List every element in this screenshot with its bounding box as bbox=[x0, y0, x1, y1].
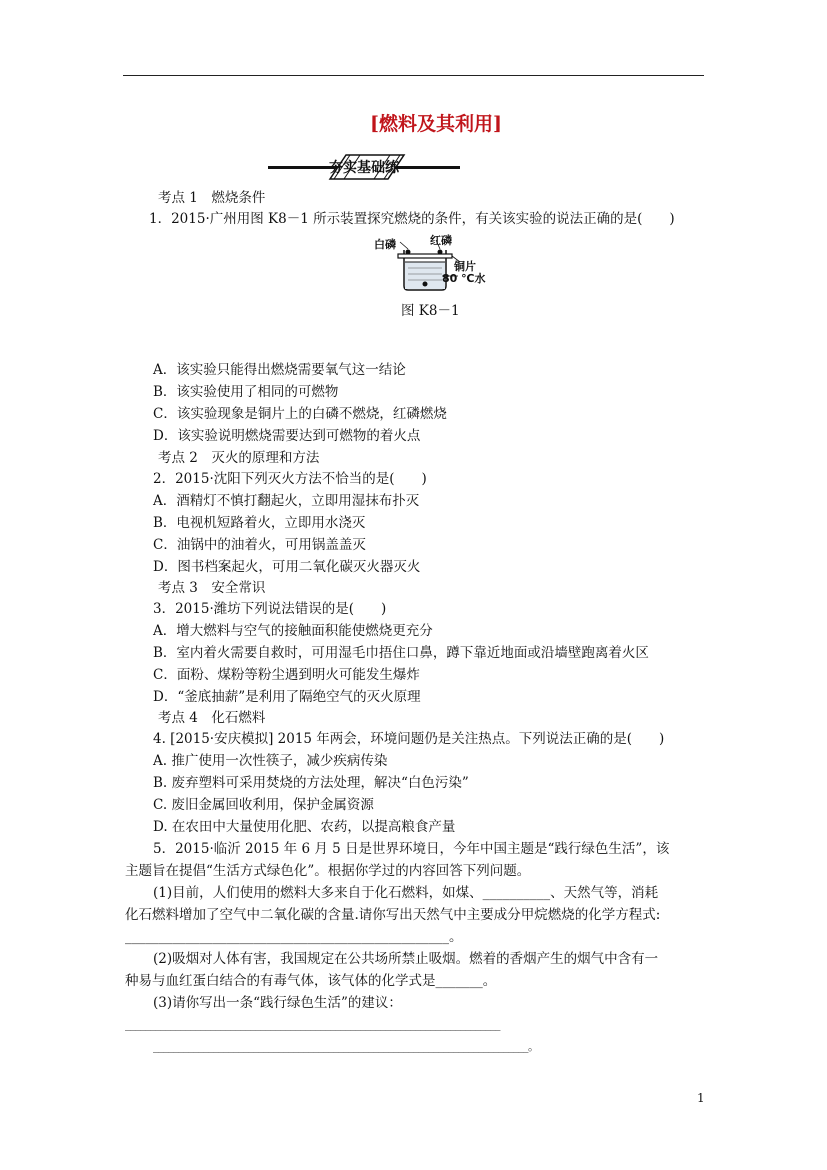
q5-stem-line-1: 5．2015·临沂 2015 年 6 月 5 日是世界环境日，今年中国主题是“践行绿色生活”，该 bbox=[153, 841, 670, 857]
section-heading-2: 考点 2 灭火的原理和方法 bbox=[158, 450, 320, 466]
q1-option-c: C．该实验现象是铜片上的白磷不燃烧，红磷燃烧 bbox=[153, 406, 447, 422]
figure-k8-1 bbox=[370, 232, 500, 292]
q4-option-a: A. 推广使用一次性筷子，减少疾病传染 bbox=[153, 753, 388, 769]
banner-label: 夯实基础练 bbox=[329, 160, 399, 176]
document-title: [燃料及其利用] bbox=[370, 113, 502, 135]
label-copper-sheet: 铜片 bbox=[454, 260, 476, 273]
q5-part3-answer-blank-1: ___________________________________________________________________________ bbox=[125, 1018, 500, 1031]
q5-part2-line-1: (2)吸烟对人体有害，我国规定在公共场所禁止吸烟。燃着的香烟产生的烟气中含有一 bbox=[153, 951, 659, 967]
q3-option-d: D．“釜底抽薪”是利用了隔绝空气的灭火原理 bbox=[153, 689, 421, 705]
label-white-phosphorus: 白磷 bbox=[374, 238, 396, 251]
q5-part2-line-2: 种易与血红蛋白结合的有毒气体，该气体的化学式是_______。 bbox=[125, 973, 497, 989]
q3-option-b: B．室内着火需要自救时，可用湿毛巾捂住口鼻，蹲下靠近地面或沿墙壁跑离着火区 bbox=[153, 645, 649, 661]
q2-option-c: C．油锅中的油着火，可用锅盖盖灭 bbox=[153, 537, 366, 553]
q3-option-c: C．面粉、煤粉等粉尘遇到明火可能发生爆炸 bbox=[153, 667, 420, 683]
section-heading-4: 考点 4 化石燃料 bbox=[158, 710, 266, 726]
q2-option-b: B．电视机短路着火，立即用水浇灭 bbox=[153, 515, 366, 531]
q1-option-a: A．该实验只能得出燃烧需要氧气这一结论 bbox=[153, 362, 406, 378]
q4-option-c: C. 废旧金属回收利用，保护金属资源 bbox=[153, 797, 374, 813]
header-rule bbox=[123, 75, 704, 76]
label-hot-water: 80 ℃水 bbox=[442, 272, 486, 285]
q4-stem: 4. [2015·安庆模拟] 2015 年两会，环境问题仍是关注热点。下列说法正确的是( ) bbox=[153, 731, 665, 747]
q5-part3-answer-blank-2: ___________________________________________________________________________。 bbox=[153, 1040, 539, 1053]
q5-stem-line-2: 主题旨在提倡“生活方式绿色化”。根据你学过的内容回答下列问题。 bbox=[125, 863, 531, 879]
q1-option-b: B．该实验使用了相同的可燃物 bbox=[153, 384, 339, 400]
q4-option-b: B. 废弃塑料可采用焚烧的方法处理，解决“白色污染” bbox=[153, 775, 469, 791]
section-heading-3: 考点 3 安全常识 bbox=[158, 580, 266, 596]
q5-part1-line-2: 化石燃料增加了空气中二氧化碳的含量.请你写出天然气中主要成分甲烷燃烧的化学方程式: bbox=[125, 907, 661, 923]
q2-option-d: D．图书档案起火，可用二氧化碳灭火器灭火 bbox=[153, 559, 421, 575]
q5-part1-line-1: (1)目前，人们使用的燃料大多来自于化石燃料，如煤、__________、天然气等，消耗 bbox=[153, 885, 659, 901]
section-banner bbox=[268, 152, 460, 182]
section-heading-1: 考点 1 燃烧条件 bbox=[158, 190, 266, 206]
label-red-phosphorus: 红磷 bbox=[430, 234, 452, 247]
q3-option-a: A．增大燃料与空气的接触面积能使燃烧更充分 bbox=[153, 623, 433, 639]
q4-option-d: D. 在农田中大量使用化肥、农药，以提高粮食产量 bbox=[153, 819, 456, 835]
figure-caption: 图 K8－1 bbox=[401, 303, 460, 319]
q5-part3-line-1: (3)请你写出一条“践行绿色生活”的建议： bbox=[153, 995, 402, 1011]
page-number: 1 bbox=[697, 1091, 705, 1105]
q5-part1-answer-blank: ________________________________________________。 bbox=[125, 929, 463, 945]
q3-stem: 3．2015·潍坊下列说法错误的是( ) bbox=[153, 601, 387, 617]
q1-option-d: D．该实验说明燃烧需要达到可燃物的着火点 bbox=[153, 428, 421, 444]
q2-stem: 2．2015·沈阳下列灭火方法不恰当的是( ) bbox=[153, 471, 427, 487]
q2-option-a: A．酒精灯不慎打翻起火，立即用湿抹布扑灭 bbox=[153, 493, 420, 509]
q1-stem: 1．2015·广州用图 K8－1 所示装置探究燃烧的条件，有关该实验的说法正确的是( ) bbox=[149, 211, 675, 227]
